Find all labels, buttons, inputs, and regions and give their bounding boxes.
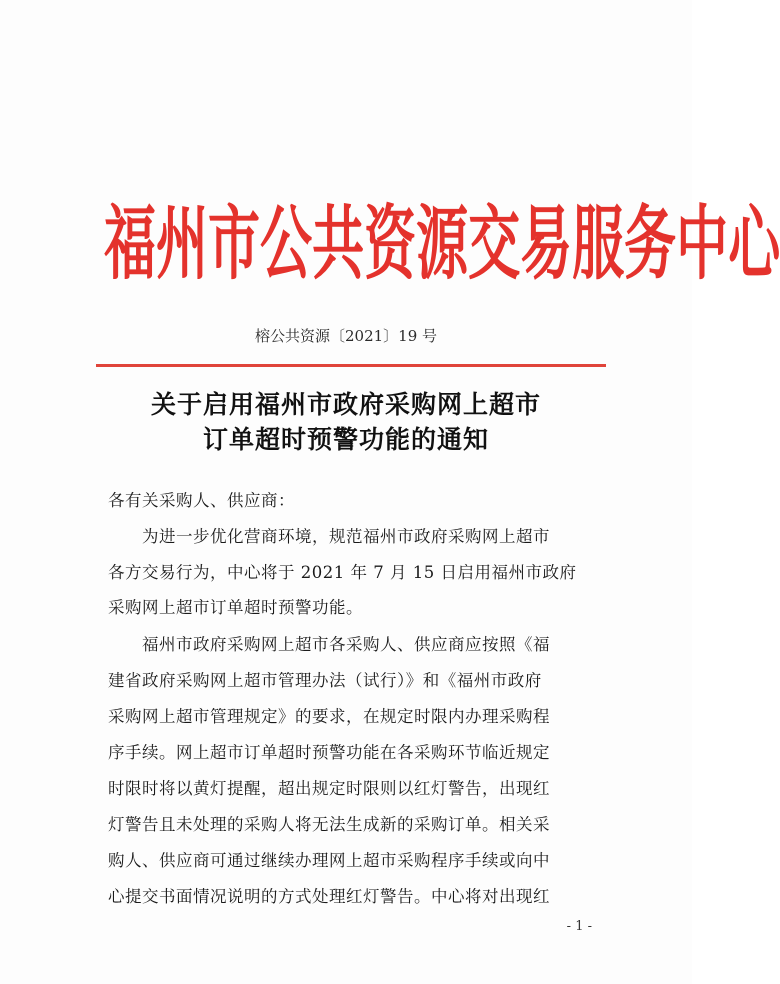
org-char: 资 bbox=[364, 196, 417, 292]
org-char: 交 bbox=[468, 196, 521, 292]
org-char: 源 bbox=[416, 196, 469, 292]
org-char: 中 bbox=[676, 196, 729, 292]
org-char: 务 bbox=[624, 196, 677, 292]
body-line: 建省政府采购网上超市管理办法（试行）》和《福州市政府 bbox=[108, 671, 542, 690]
body-line: 采购网上超市订单超时预警功能。 bbox=[108, 598, 363, 617]
body-line: 灯警告且未处理的采购人将无法生成新的采购订单。相关采 bbox=[108, 815, 550, 834]
org-char: 市 bbox=[208, 196, 261, 292]
document-title-line-1: 关于启用福州市政府采购网上超市 bbox=[150, 390, 541, 419]
org-char: 心 bbox=[728, 196, 780, 292]
org-char: 州 bbox=[156, 196, 209, 292]
org-char: 易 bbox=[520, 196, 573, 292]
body-line: 购人、供应商可通过继续办理网上超市采购程序手续或向中 bbox=[108, 851, 550, 870]
organization-header bbox=[104, 196, 780, 292]
body-line: 心提交书面情况说明的方式处理红灯警告。中心将对出现红 bbox=[108, 887, 550, 906]
page-number: - 1 - bbox=[566, 919, 592, 934]
document-number: 榕公共资源〔2021〕19 号 bbox=[254, 327, 438, 345]
org-char: 公 bbox=[260, 196, 313, 292]
org-char: 服 bbox=[572, 196, 625, 292]
body-line: 序手续。网上超市订单超时预警功能在各采购环节临近规定 bbox=[108, 743, 550, 762]
body-line: 各方交易行为，中心将于 2021 年 7 月 15 日启用福州市政府 bbox=[108, 563, 577, 582]
salutation: 各有关采购人、供应商： bbox=[108, 491, 295, 510]
body-line: 采购网上超市管理规定》的要求，在规定时限内办理采购程 bbox=[108, 707, 550, 726]
org-char: 共 bbox=[312, 196, 365, 292]
body-line: 时限时将以黄灯提醒，超出规定时限则以红灯警告，出现红 bbox=[108, 779, 550, 798]
document-title-line-2: 订单超时预警功能的通知 bbox=[202, 425, 489, 454]
body-line: 为进一步优化营商环境，规范福州市政府采购网上超市 bbox=[108, 527, 550, 546]
body-line: 福州市政府采购网上超市各采购人、供应商应按照《福 bbox=[108, 635, 550, 654]
red-divider-line bbox=[96, 364, 606, 367]
org-char: 福 bbox=[104, 196, 157, 292]
